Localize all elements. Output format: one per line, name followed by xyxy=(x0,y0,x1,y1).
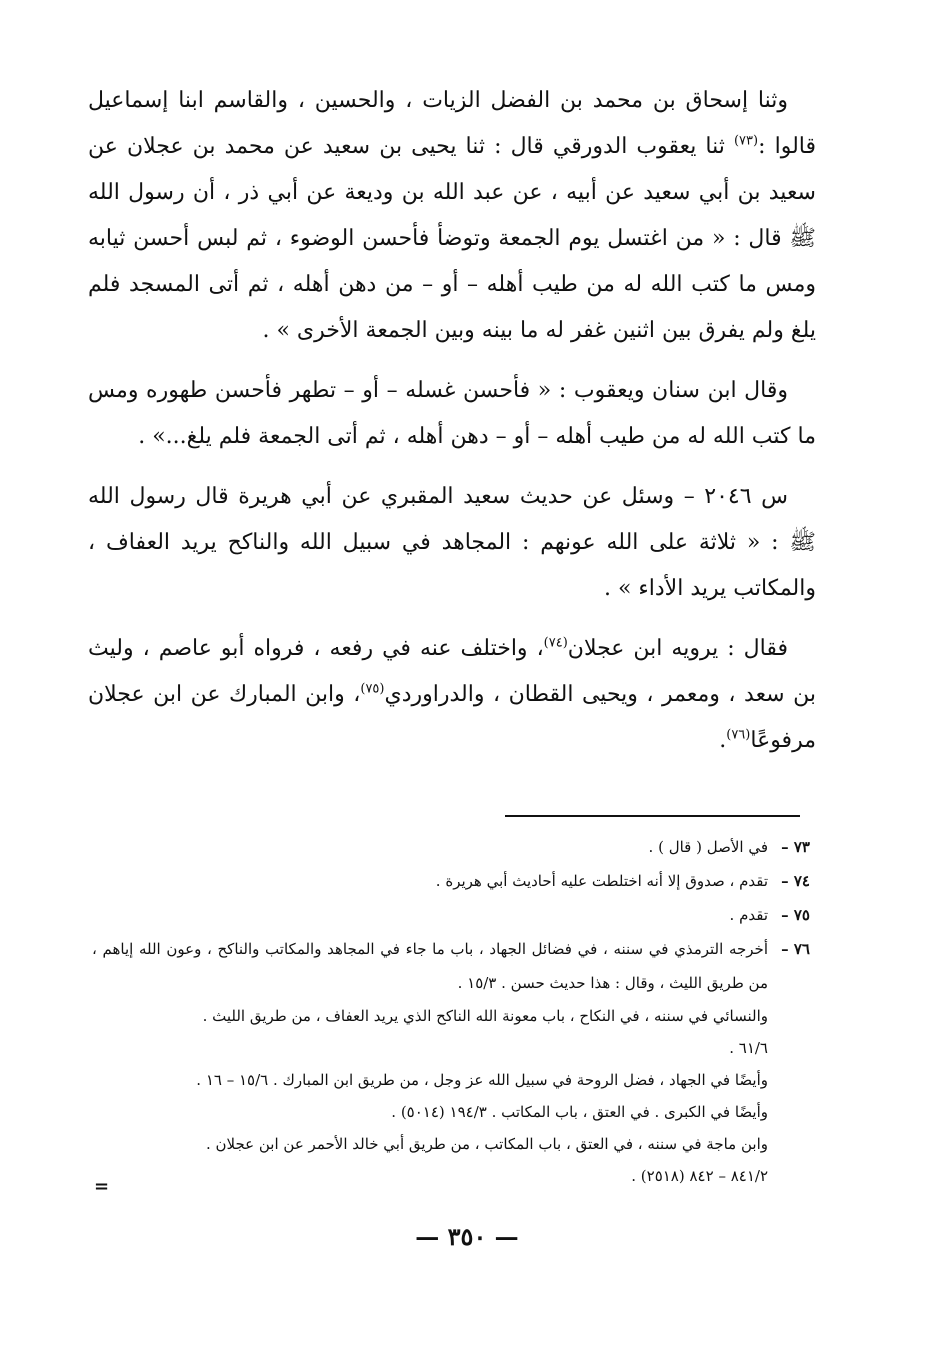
footnote-line: وابن ماجة في سننه ، في العتق ، باب المكاتب ، من طريق أبي خالد الأحمر عن ابن عجلان . xyxy=(205,1135,768,1153)
paragraph-2-text: وقال ابن سنان ويعقوب : « فأحسن غسله – أو – تطهر فأحسن طهوره ومس ما كتب الله له من طيب أهله – أو – دهن أهله ، ثم أتى الجمعة فلم يلغ...» . xyxy=(88,378,816,449)
footnote-number: ٧٤ – xyxy=(781,872,810,890)
paragraph-1 xyxy=(88,78,816,354)
main-text xyxy=(88,78,816,764)
paragraph-2 xyxy=(88,368,816,460)
paragraph-3-text: س ٢٠٤٦ – وسئل عن حديث سعيد المقبري عن أبي هريرة قال رسول الله ﷺ : « ثلاثة على الله عونهم : المجاهد في سبيل الله والناكح يريد العفاف ، والمكاتب يريد الأداء » . xyxy=(88,484,816,601)
paragraph-3 xyxy=(88,474,816,612)
footnote-ref-75: (٧٥) xyxy=(360,681,385,697)
footnote-ref-74: (٧٤) xyxy=(543,635,568,651)
paragraph-1-text-a: وثنا إسحاق بن محمد بن الفضل الزيات ، والحسين ، والقاسم ابنا إسماعيل قالوا : xyxy=(88,88,816,159)
footnote-line: والنسائي في سننه ، في النكاح ، باب معونة الله الناكح الذي يريد العفاف ، من طريق الليث . xyxy=(202,1007,768,1025)
footnote-75 xyxy=(92,898,810,932)
paragraph-4 xyxy=(88,626,816,764)
footnote-line: ٨٤١/٢ – ٨٤٢ (٢٥١٨) . xyxy=(631,1167,768,1185)
footnote-text xyxy=(92,898,768,932)
footnote-text xyxy=(92,932,768,1000)
footnote-74 xyxy=(92,864,810,898)
footnote-76 xyxy=(92,932,810,1000)
footnote-line: في الأصل ( قال ) . xyxy=(648,838,768,856)
footnote-text xyxy=(92,830,768,864)
paragraph-1-text-b: ثنا يعقوب الدورقي قال : ثنا يحيى بن سعيد عن محمد بن عجلان عن سعيد بن أبي سعيد عن أبيه ، عن عبد الله بن وديعة عن أبي ذر ، أن رسول الله ﷺ قال : « من اغتسل يوم الجمعة وتوضأ فأحسن الوضوء ، ثم لبس أحسن ثيابه ومس ما كتب الله له من طيب أهله – أو – من دهن أهله ، ثم أتى المسجد فلم يلغ ولم يفرق بين اثنين غفر له ما بينه وبين الجمعة الأخرى » . xyxy=(88,134,817,343)
footnote-text xyxy=(92,864,768,898)
paragraph-4-text-d: . xyxy=(719,728,727,753)
footnote-number: ٧٣ – xyxy=(781,838,810,856)
paragraph-4-text-c: ، وابن المبارك عن ابن عجلان مرفوعًا xyxy=(88,682,816,753)
footnote-76-ibn-majah xyxy=(92,1128,810,1192)
paragraph-4-text-b: ، واختلف عنه في رفعه ، فرواه أبو عاصم ، وليث بن سعد ، ومعمر ، ويحيى القطان ، والدراوردي xyxy=(88,636,816,707)
footnote-line: وأيضًا في الكبرى . في العتق ، باب المكاتب . ١٩٤/٣ (٥٠١٤) . xyxy=(391,1103,768,1121)
footnote-76-jihad xyxy=(92,1064,810,1128)
footnote-line: أخرجه الترمذي في سننه ، في فضائل الجهاد ، باب ما جاء في المجاهد والمكاتب والناكح ، وعون الله إياهم ، من طريق الليث ، وقال : هذا حديث حسن . ١٥/٣ . xyxy=(92,940,768,992)
footnote-line: تقدم . xyxy=(729,906,768,924)
footnote-separator xyxy=(505,815,800,817)
footnote-line: وأيضًا في الجهاد ، فضل الروحة في سبيل الله عز وجل ، من طريق ابن المبارك . ١٥/٦ – ١٦ . xyxy=(196,1071,768,1089)
footnote-ref-76: (٧٦) xyxy=(726,727,751,743)
footnote-ref-73: (٧٣) xyxy=(733,133,759,149)
paragraph-4-text-a: فقال : يرويه ابن عجلان xyxy=(567,636,788,661)
footnotes xyxy=(92,830,810,1192)
footnote-line: تقدم ، صدوق إلا أنه اختلطت عليه أحاديث أبي هريرة . xyxy=(435,872,768,890)
page-number: — ٣٥٠ — xyxy=(415,1222,519,1251)
continuation-mark: = xyxy=(94,1176,110,1197)
footnote-76-nasai xyxy=(92,1000,810,1064)
footnote-line: ٦١/٦ . xyxy=(729,1039,768,1057)
footnote-number: ٧٦ – xyxy=(781,940,810,958)
footnote-73 xyxy=(92,830,810,864)
footnote-number: ٧٥ – xyxy=(781,906,810,924)
